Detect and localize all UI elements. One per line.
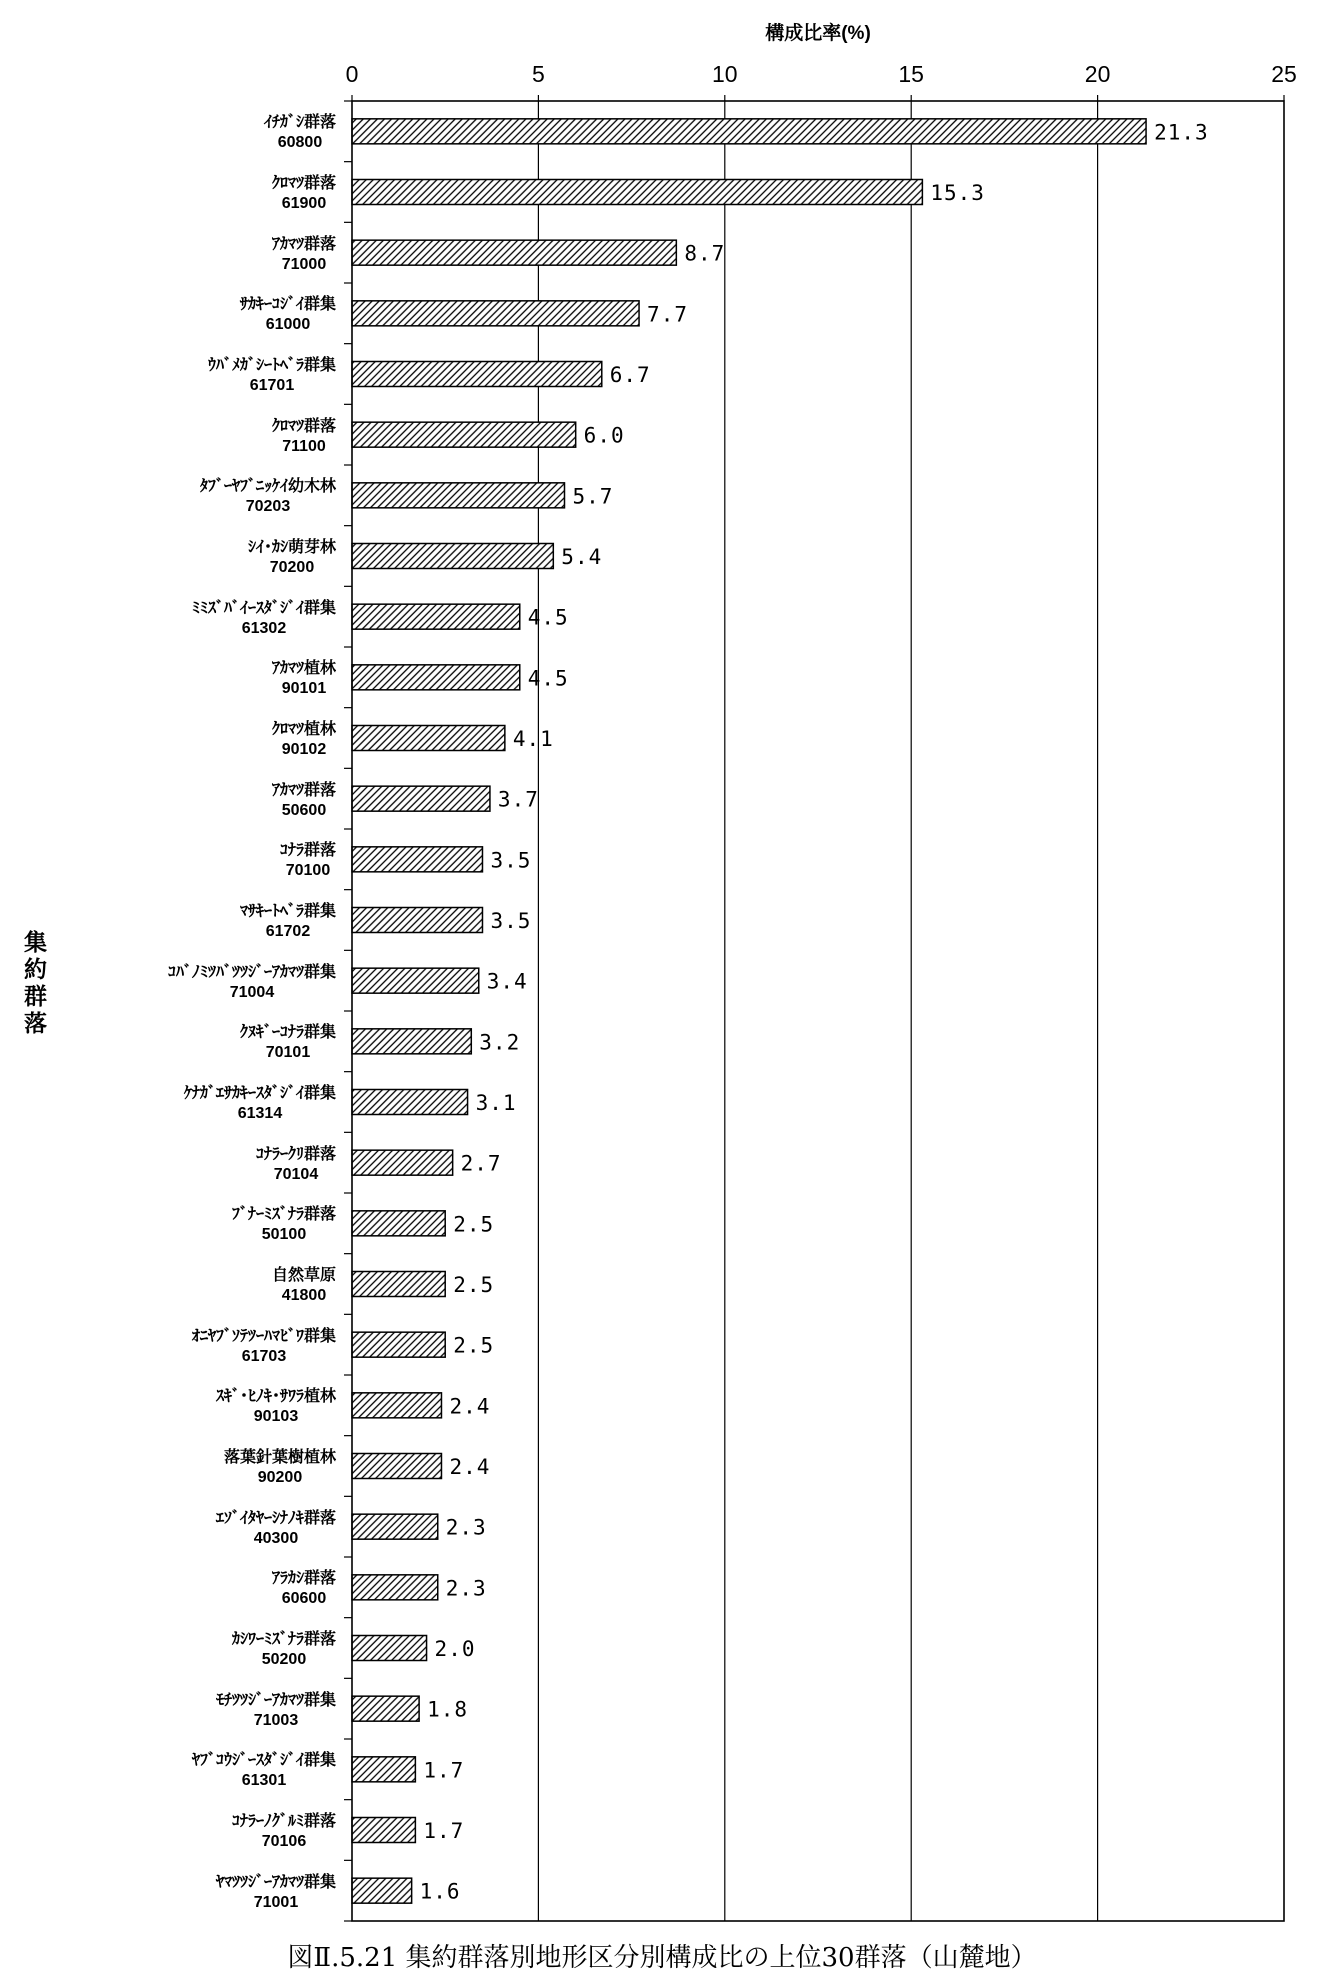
bar-6 bbox=[352, 422, 576, 447]
category-code: 71004 bbox=[229, 983, 275, 1001]
data-label-29: 1.7 bbox=[423, 1819, 465, 1843]
category-name: ｱｶﾏﾂ植林 bbox=[271, 660, 336, 678]
category-name: ｸﾇｷﾞｰｺﾅﾗ群集 bbox=[239, 1024, 336, 1042]
category-code: 70200 bbox=[269, 559, 315, 576]
bar-25 bbox=[352, 1575, 438, 1600]
bar-21 bbox=[352, 1332, 445, 1357]
bar-30 bbox=[352, 1878, 412, 1903]
category-name: ｱｶﾏﾂ群落 bbox=[271, 235, 336, 253]
category-code: 60600 bbox=[281, 1590, 327, 1608]
data-label-22: 2.4 bbox=[449, 1394, 491, 1419]
data-label-11: 4.1 bbox=[512, 727, 554, 751]
data-label-23: 2.4 bbox=[449, 1455, 491, 1479]
x-axis-title: 構成比率(%) bbox=[765, 23, 871, 44]
category-code: 40300 bbox=[253, 1529, 299, 1547]
category-code: 90103 bbox=[253, 1408, 299, 1426]
category-code: 71100 bbox=[282, 437, 326, 455]
figure-caption: 図Ⅱ.5.21 集約群落別地形区分別構成比の上位30群落（山麓地） bbox=[287, 1943, 1037, 1973]
category-label-15 bbox=[168, 963, 336, 1003]
category-name: 落葉針葉樹植林 bbox=[223, 1449, 336, 1466]
data-label-18: 2.7 bbox=[460, 1151, 502, 1176]
bar-12 bbox=[352, 786, 490, 811]
category-name: ｸﾛﾏﾂ群落 bbox=[271, 417, 336, 435]
category-label-13 bbox=[280, 841, 336, 881]
data-label-20: 2.5 bbox=[453, 1273, 495, 1297]
category-code: 61702 bbox=[265, 923, 311, 940]
category-label-3 bbox=[272, 235, 336, 275]
data-label-13: 3.5 bbox=[490, 848, 532, 873]
category-name: ﾔﾌﾞｺｳｼﾞｰｽﾀﾞｼﾞｲ群集 bbox=[191, 1752, 336, 1770]
x-tick-label: 25 bbox=[1271, 61, 1297, 87]
bar-3 bbox=[352, 240, 676, 265]
category-code: 70104 bbox=[273, 1165, 319, 1183]
bar-14 bbox=[352, 908, 482, 933]
category-code: 90200 bbox=[257, 1469, 303, 1486]
category-code: 41800 bbox=[281, 1287, 327, 1304]
bars bbox=[352, 119, 1146, 1903]
bar-15 bbox=[352, 968, 479, 993]
category-label-21 bbox=[192, 1327, 336, 1367]
bar-28 bbox=[352, 1757, 415, 1782]
category-label-28 bbox=[192, 1751, 336, 1791]
category-label-27 bbox=[216, 1691, 336, 1731]
data-label-25: 2.3 bbox=[445, 1576, 487, 1601]
data-label-3: 8.7 bbox=[684, 241, 726, 266]
bar-2 bbox=[352, 180, 922, 205]
category-code: 71001 bbox=[253, 1893, 299, 1911]
data-label-27: 1.8 bbox=[427, 1697, 469, 1722]
bar-4 bbox=[352, 301, 639, 326]
category-label-2 bbox=[272, 174, 336, 214]
bar-7 bbox=[352, 483, 564, 508]
category-code: 61703 bbox=[241, 1347, 287, 1365]
category-label-26 bbox=[232, 1630, 336, 1670]
bar-5 bbox=[352, 362, 602, 387]
category-label-7 bbox=[200, 477, 336, 517]
data-label-7: 5.7 bbox=[572, 484, 614, 509]
data-label-28: 1.7 bbox=[423, 1758, 465, 1783]
category-code: 61000 bbox=[265, 316, 311, 334]
data-label-19: 2.5 bbox=[453, 1212, 495, 1237]
category-label-22 bbox=[216, 1387, 336, 1427]
category-label-6 bbox=[272, 417, 336, 457]
category-code: 50100 bbox=[261, 1226, 307, 1244]
bar-17 bbox=[352, 1090, 468, 1115]
data-label-26: 2.0 bbox=[434, 1637, 476, 1661]
data-label-8: 5.4 bbox=[561, 545, 603, 569]
category-code: 70100 bbox=[285, 862, 331, 880]
bar-19 bbox=[352, 1211, 445, 1236]
data-label-24: 2.3 bbox=[445, 1515, 487, 1540]
category-label-24 bbox=[216, 1509, 336, 1549]
category-label-20 bbox=[272, 1266, 336, 1306]
x-tick-label: 10 bbox=[712, 61, 738, 87]
y-axis-title: 集約群落 bbox=[21, 930, 47, 1038]
bar-11 bbox=[352, 726, 505, 751]
x-tick-label: 0 bbox=[345, 61, 359, 87]
category-name: ﾌﾞﾅｰﾐｽﾞﾅﾗ群落 bbox=[231, 1206, 336, 1224]
category-code: 50600 bbox=[281, 801, 327, 819]
data-label-16: 3.2 bbox=[479, 1030, 521, 1055]
category-name: ｲﾁｶﾞｼ群落 bbox=[263, 114, 336, 132]
bar-24 bbox=[352, 1514, 438, 1539]
category-name: ｱｶﾏﾂ群落 bbox=[271, 781, 336, 799]
category-code: 70203 bbox=[245, 498, 291, 516]
data-label-17: 3.1 bbox=[475, 1091, 517, 1115]
data-label-10: 4.5 bbox=[527, 666, 569, 691]
data-label-12: 3.7 bbox=[497, 787, 539, 812]
category-label-18 bbox=[256, 1145, 336, 1185]
category-name: ｵﾆﾔﾌﾞｿﾃﾂｰﾊﾏﾋﾞﾜ群集 bbox=[191, 1327, 336, 1345]
category-label-12 bbox=[272, 781, 336, 821]
category-name: ｸﾛﾏﾂ植林 bbox=[271, 721, 336, 738]
bar-26 bbox=[352, 1636, 427, 1661]
category-code: 61701 bbox=[249, 377, 295, 394]
category-label-16 bbox=[240, 1023, 336, 1063]
category-code: 50200 bbox=[261, 1651, 307, 1668]
category-name: ﾓﾁﾂﾂｼﾞｰｱｶﾏﾂ群集 bbox=[215, 1691, 336, 1709]
bar-23 bbox=[352, 1454, 441, 1479]
data-label-30: 1.6 bbox=[419, 1879, 461, 1904]
category-label-30 bbox=[216, 1873, 336, 1913]
category-name: ﾔﾏﾂﾂｼﾞｰｱｶﾏﾂ群集 bbox=[215, 1873, 336, 1891]
category-label-29 bbox=[232, 1812, 336, 1852]
category-label-1 bbox=[264, 113, 336, 153]
bar-29 bbox=[352, 1818, 415, 1843]
bar-1 bbox=[352, 119, 1146, 144]
category-name: ｱﾗｶｼ群落 bbox=[271, 1570, 336, 1588]
category-name: ｼｲ･ｶｼ萌芽林 bbox=[247, 539, 336, 556]
bar-18 bbox=[352, 1150, 453, 1175]
category-label-19 bbox=[232, 1205, 336, 1245]
category-label-5 bbox=[208, 356, 336, 396]
category-name: ｹﾅｶﾞｴｻｶｷｰｽﾀﾞｼﾞｲ群集 bbox=[183, 1085, 336, 1102]
bar-16 bbox=[352, 1029, 471, 1054]
category-label-4 bbox=[240, 295, 336, 335]
category-name: ｽｷﾞ･ﾋﾉｷ･ｻﾜﾗ植林 bbox=[215, 1388, 336, 1406]
category-name: ｺﾅﾗ群落 bbox=[279, 842, 336, 860]
x-tick-label: 5 bbox=[532, 61, 545, 87]
x-tick-label: 15 bbox=[898, 61, 924, 87]
category-name: ﾐﾐｽﾞﾊﾞｲｰｽﾀﾞｼﾞｲ群集 bbox=[191, 599, 336, 617]
data-label-21: 2.5 bbox=[453, 1333, 495, 1358]
category-code: 61900 bbox=[281, 195, 327, 212]
data-label-15: 3.4 bbox=[486, 969, 528, 994]
category-label-11 bbox=[272, 720, 336, 760]
category-code: 90102 bbox=[281, 741, 327, 758]
category-label-23 bbox=[224, 1448, 336, 1488]
category-label-25 bbox=[272, 1569, 336, 1609]
category-code: 61301 bbox=[241, 1772, 287, 1790]
data-label-1: 21.3 bbox=[1154, 120, 1209, 145]
category-label-9 bbox=[192, 599, 336, 639]
data-label-14: 3.5 bbox=[490, 909, 532, 933]
category-label-17 bbox=[184, 1084, 336, 1124]
bar-8 bbox=[352, 544, 553, 569]
data-label-5: 6.7 bbox=[609, 363, 651, 387]
category-code: 70106 bbox=[261, 1833, 307, 1850]
category-name: 自然草原 bbox=[271, 1267, 336, 1284]
category-name: ｳﾊﾞﾒｶﾞｼｰﾄﾍﾞﾗ群集 bbox=[207, 357, 336, 374]
bar-13 bbox=[352, 847, 482, 872]
bar-10 bbox=[352, 665, 520, 690]
category-code: 71003 bbox=[253, 1711, 299, 1729]
x-tick-label: 20 bbox=[1084, 61, 1111, 87]
bar-9 bbox=[352, 604, 520, 629]
data-label-2: 15.3 bbox=[930, 181, 985, 205]
data-label-6: 6.0 bbox=[583, 423, 625, 448]
category-code: 61314 bbox=[237, 1105, 283, 1122]
category-name: ｶｼﾜｰﾐｽﾞﾅﾗ群落 bbox=[231, 1631, 336, 1648]
category-name: ﾀﾌﾞｰﾔﾌﾞﾆｯｹｲ幼木林 bbox=[199, 478, 336, 496]
category-label-10 bbox=[272, 659, 336, 699]
category-label-8 bbox=[248, 538, 336, 578]
category-name: ｺﾅﾗｰﾉｸﾞﾙﾐ群落 bbox=[231, 1813, 336, 1830]
category-name: ｺﾊﾞﾉﾐﾂﾊﾞﾂﾂｼﾞｰｱｶﾏﾂ群集 bbox=[167, 963, 336, 981]
bar-22 bbox=[352, 1393, 441, 1418]
category-code: 90101 bbox=[281, 680, 327, 698]
category-label-14 bbox=[240, 902, 336, 942]
category-name: ｺﾅﾗｰｸﾘ群落 bbox=[255, 1145, 336, 1163]
category-name: ｴｿﾞｲﾀﾔｰｼﾅﾉｷ群落 bbox=[215, 1509, 336, 1527]
category-code: 60800 bbox=[277, 134, 323, 152]
category-code: 71000 bbox=[281, 255, 327, 273]
bar-20 bbox=[352, 1272, 445, 1297]
category-name: ｸﾛﾏﾂ群落 bbox=[271, 175, 336, 192]
category-name: ﾏｻｷｰﾄﾍﾞﾗ群集 bbox=[239, 903, 336, 920]
data-label-4: 7.7 bbox=[647, 302, 688, 327]
bar-27 bbox=[352, 1696, 419, 1721]
data-label-9: 4.5 bbox=[527, 605, 569, 630]
category-code: 70101 bbox=[265, 1044, 311, 1062]
category-code: 61302 bbox=[241, 619, 287, 637]
category-name: ｻｶｷｰｺｼﾞｲ群集 bbox=[239, 296, 336, 314]
